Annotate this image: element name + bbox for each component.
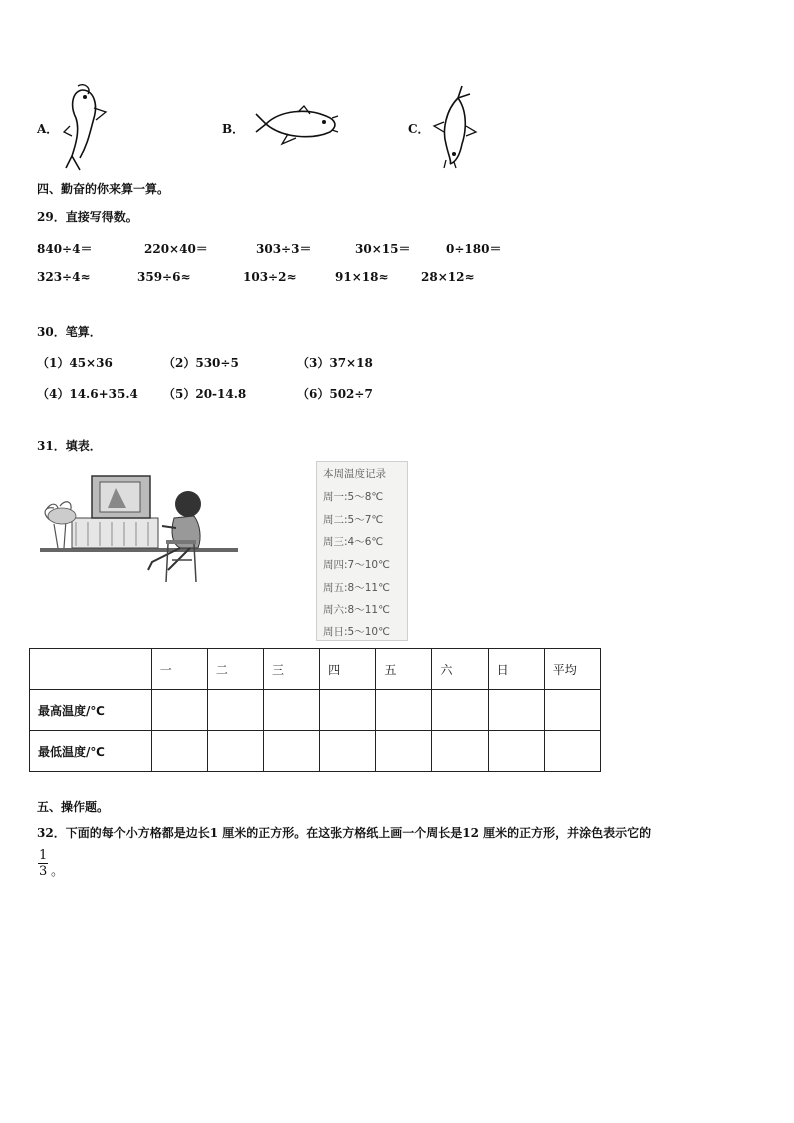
q29-title: 29．直接写得数。 — [37, 210, 138, 224]
blank-cell[interactable] — [207, 690, 263, 731]
table-header-cell: 平均 — [544, 649, 600, 690]
blank-cell[interactable] — [320, 731, 376, 772]
option-c-label: C． — [408, 122, 430, 136]
blank-cell[interactable] — [320, 690, 376, 731]
table-corner-cell — [30, 649, 152, 690]
temperature-table — [29, 648, 601, 772]
q30-item: （5）20-14.8 — [163, 387, 247, 401]
table-header-cell: 二 — [207, 649, 263, 690]
blank-cell[interactable] — [376, 690, 432, 731]
record-line: 周四:7～10℃ — [323, 559, 390, 571]
record-line: 周五:8～11℃ — [323, 582, 390, 594]
table-row-high — [30, 690, 601, 731]
q30-item: （2）530÷5 — [163, 356, 239, 370]
section5-heading: 五、操作题。 — [37, 800, 110, 814]
record-line: 周日:5～10℃ — [323, 626, 390, 638]
blank-cell[interactable] — [207, 731, 263, 772]
q29-item: 220×40＝ — [144, 242, 208, 256]
row-label-low: 最低温度/℃ — [30, 731, 152, 772]
table-header-cell: 五 — [376, 649, 432, 690]
blank-cell[interactable] — [264, 731, 320, 772]
q30-title: 30．笔算． — [37, 325, 102, 339]
row-label-high: 最高温度/℃ — [30, 690, 152, 731]
q32-suffix: 。 — [51, 864, 65, 879]
blank-cell[interactable] — [151, 731, 207, 772]
section4-heading: 四、勤奋的你来算一算。 — [37, 182, 170, 196]
blank-cell[interactable] — [544, 690, 600, 731]
q29-item: 91×18≈ — [335, 270, 389, 284]
q32-text: 32．下面的每个小方格都是边长1 厘米的正方形。在这张方格纸上画一个周长是12 厘米的正方形，并涂色表示它的 — [37, 826, 652, 840]
fraction-one-third — [38, 848, 48, 880]
q29-item: 840÷4＝ — [37, 242, 93, 256]
blank-cell[interactable] — [544, 731, 600, 772]
fish-vertical-head-down-icon — [432, 82, 478, 170]
q30-item: （4）14.6+35.4 — [37, 387, 138, 401]
blank-cell[interactable] — [264, 690, 320, 731]
fish-vertical-head-up-icon — [62, 82, 112, 174]
table-row-low — [30, 731, 601, 772]
q29-item: 323÷4≈ — [37, 270, 91, 284]
fish-horizontal-head-right-icon — [252, 104, 340, 150]
q29-item: 359÷6≈ — [137, 270, 191, 284]
q29-item: 303÷3＝ — [256, 242, 312, 256]
table-header-cell: 三 — [264, 649, 320, 690]
q29-item: 103÷2≈ — [243, 270, 297, 284]
fraction-numerator: 1 — [39, 848, 48, 863]
table-header-cell: 六 — [432, 649, 488, 690]
table-header-cell: 四 — [320, 649, 376, 690]
temperature-record-card — [316, 461, 408, 641]
record-line: 周六:8～11℃ — [323, 604, 390, 616]
blank-cell[interactable] — [432, 731, 488, 772]
record-line: 周一:5～8℃ — [323, 491, 384, 503]
record-line: 周二:5～7℃ — [323, 514, 384, 526]
child-watching-tv-illustration — [40, 470, 240, 588]
q29-item: 28×12≈ — [421, 270, 475, 284]
record-title: 本周温度记录 — [323, 468, 386, 480]
record-line: 周三:4～6℃ — [323, 536, 384, 548]
q30-item: （3）37×18 — [297, 356, 373, 370]
table-header-row — [30, 649, 601, 690]
q30-item: （6）502÷7 — [297, 387, 373, 401]
q29-item: 30×15＝ — [355, 242, 411, 256]
blank-cell[interactable] — [488, 690, 544, 731]
option-b-label: B． — [222, 122, 245, 136]
option-a-label: A． — [37, 122, 59, 136]
q31-title: 31．填表． — [37, 439, 102, 453]
blank-cell[interactable] — [488, 731, 544, 772]
blank-cell[interactable] — [432, 690, 488, 731]
q30-item: （1）45×36 — [37, 356, 113, 370]
table-header-cell: 一 — [151, 649, 207, 690]
q29-item: 0÷180＝ — [446, 242, 502, 256]
fraction-denominator: 3 — [39, 864, 48, 879]
blank-cell[interactable] — [376, 731, 432, 772]
table-header-cell: 日 — [488, 649, 544, 690]
blank-cell[interactable] — [151, 690, 207, 731]
